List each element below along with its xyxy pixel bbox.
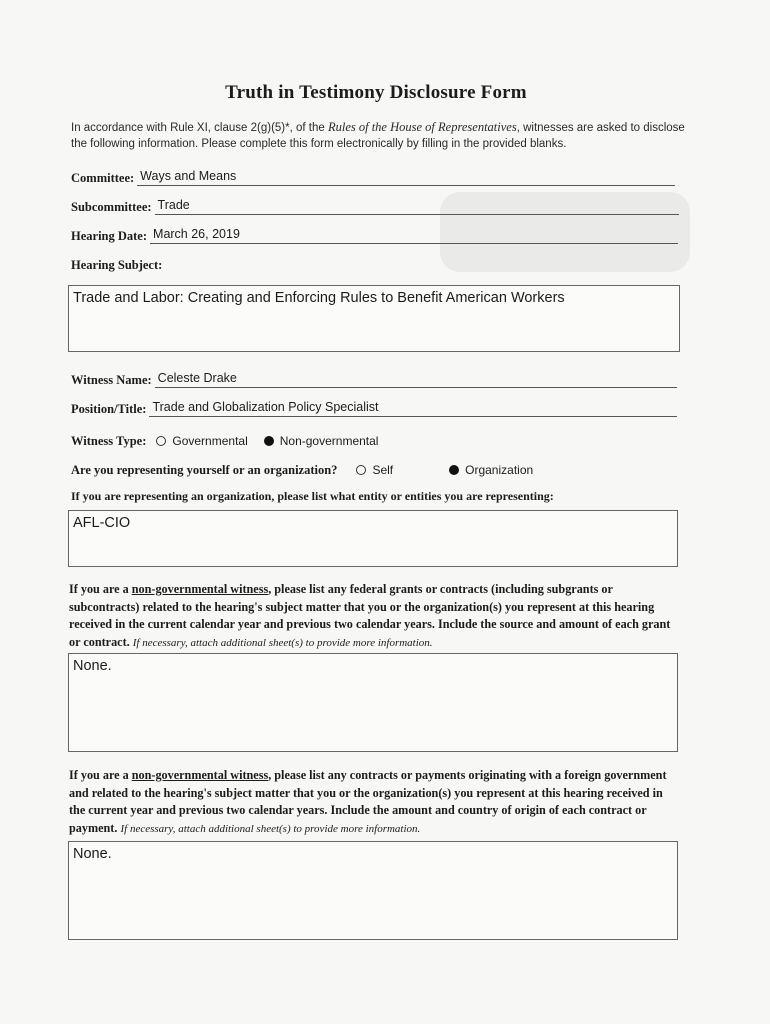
representing-organization-option[interactable]: Organization	[449, 461, 533, 479]
committee-label: Committee:	[71, 171, 135, 185]
hearing-date-row	[71, 226, 678, 244]
entity-row	[71, 489, 554, 504]
committee-row	[71, 168, 675, 186]
witness-name-label: Witness Name:	[71, 373, 152, 387]
grants-instructions: If you are a non-governmental witness, please list any federal grants or contracts (including subgrants or subcontracts) related to the hearing's subject matter that you or the organization(s) you represent at this hearing received in the current calendar year and previous two calendar years. Include the source and amount of each grant or contract. If necessary, attach additional sheet(s) to provide more information.	[69, 582, 671, 649]
witness-type-row	[71, 432, 378, 450]
witness-type-nongovernmental-option[interactable]: Non-governmental	[264, 432, 379, 450]
position-row	[71, 399, 677, 417]
witness-type-label: Witness Type:	[71, 433, 147, 448]
representing-label: Are you representing yourself or an organization?	[71, 462, 338, 477]
hearing-date-field[interactable]: March 26, 2019	[150, 226, 678, 244]
hearing-date-label: Hearing Date:	[71, 229, 148, 243]
self-radio[interactable]	[356, 465, 366, 475]
witness-type-governmental-option[interactable]: Governmental	[156, 432, 247, 450]
intro-text: In accordance with Rule XI, clause 2(g)(5)*, of the Rules of the House of Representatives, witnesses are asked to disclose the following information. Please complete this form electronically by filling in the provided blanks.	[71, 120, 685, 150]
foreign-nongov-link: non-governmental witness	[131, 768, 269, 782]
governmental-radio[interactable]	[156, 436, 166, 446]
representing-self-option[interactable]: Self	[356, 461, 393, 479]
hearing-subject-row	[71, 258, 162, 273]
foreign-instructions: If you are a non-governmental witness, please list any contracts or payments originating with a foreign government and related to the hearing's subject matter that you or the organization(s) you represent at this hearing received in the current year and previous two calendar years. Include the amount and country of origin of each contract or payment. If necessary, attach additional sheet(s) to provide more information.	[69, 768, 667, 835]
hearing-subject-box[interactable]: Trade and Labor: Creating and Enforcing Rules to Benefit American Workers	[68, 285, 680, 352]
position-label: Position/Title:	[71, 402, 147, 416]
entity-box[interactable]: AFL-CIO	[68, 510, 678, 567]
rules-reference: Rules of the House of Representatives	[327, 120, 517, 134]
grants-nongov-link: non-governmental witness	[131, 582, 269, 596]
subcommittee-label: Subcommittee:	[71, 200, 152, 214]
foreign-note: If necessary, attach additional sheet(s) to provide more information.	[120, 822, 421, 835]
position-field[interactable]: Trade and Globalization Policy Specialist	[149, 399, 677, 417]
organization-radio-selected[interactable]	[449, 465, 459, 475]
nongovernmental-radio-selected[interactable]	[264, 436, 274, 446]
witness-name-row	[71, 370, 677, 388]
foreign-box[interactable]: None.	[68, 841, 678, 940]
hearing-subject-label: Hearing Subject:	[71, 258, 163, 272]
witness-name-field[interactable]: Celeste Drake	[155, 370, 677, 388]
subcommittee-field[interactable]: Trade	[155, 197, 679, 215]
grants-note: If necessary, attach additional sheet(s) to provide more information.	[132, 636, 433, 649]
form-title: Truth in Testimony Disclosure Form	[225, 82, 527, 103]
committee-field[interactable]: Ways and Means	[137, 168, 675, 186]
subcommittee-row	[71, 197, 679, 215]
representing-row	[71, 461, 533, 479]
entity-label: If you are representing an organization, please list what entity or entities you are representing:	[71, 489, 554, 503]
grants-box[interactable]: None.	[68, 653, 678, 752]
